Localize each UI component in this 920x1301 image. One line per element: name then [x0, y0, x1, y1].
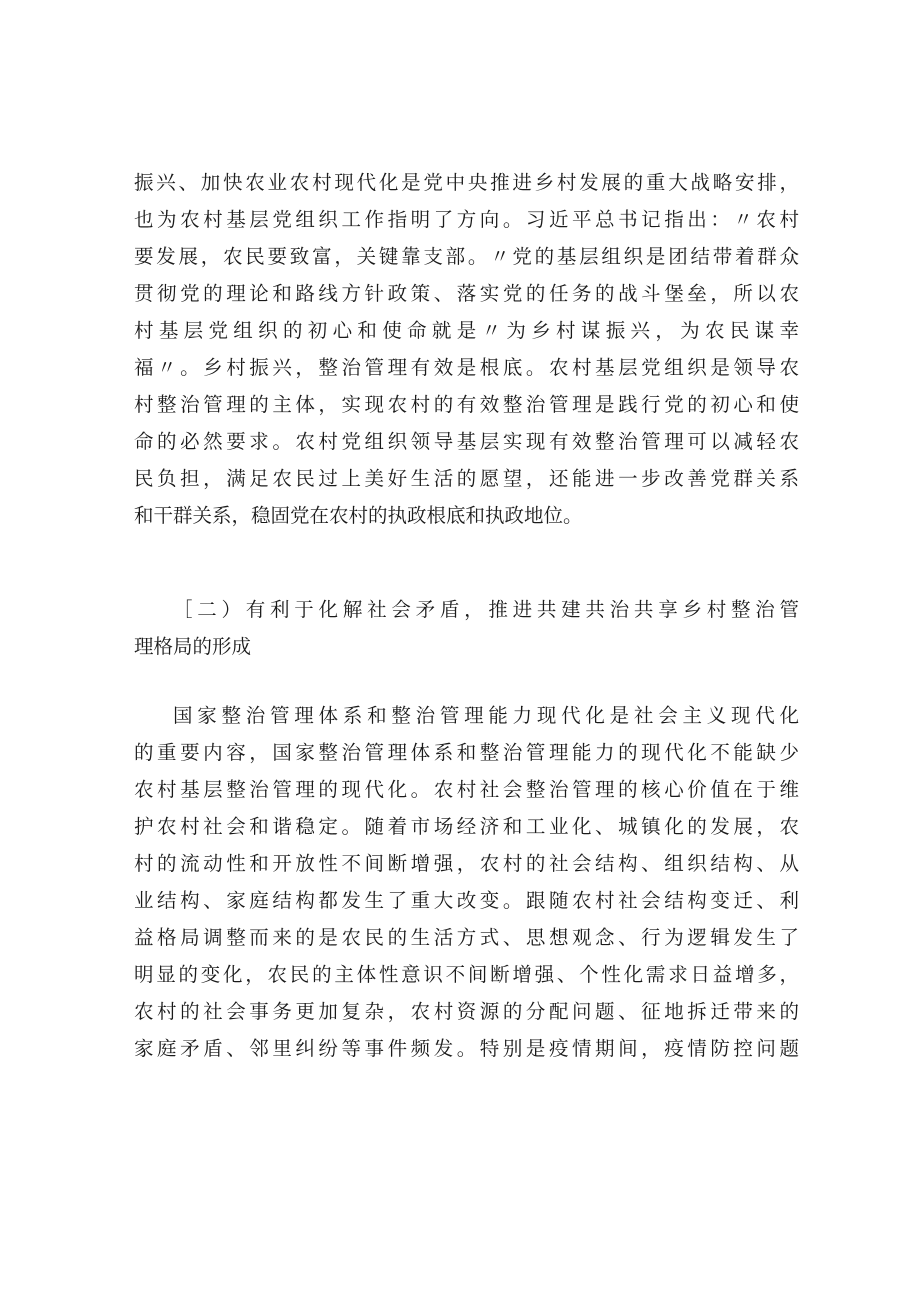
text-line: 农村的社会事务更加复杂，农村资源的分配问题、征地拆迁带来的 — [134, 1000, 799, 1023]
text-line: 民负担，满足农民过上美好生活的愿望，还能进一步改善党群关系 — [134, 467, 799, 490]
text-line: 福〃。乡村振兴，整治管理有效是根底。农村基层党组织是领导农 — [134, 356, 799, 379]
text-line: 也为农村基层党组织工作指明了方向。习近平总书记指出：〃农村 — [134, 208, 799, 231]
paragraph-governance-modernization — [134, 697, 799, 1067]
text-line: 家庭矛盾、邻里纠纷等事件频发。特别是疫情期间，疫情防控问题 — [134, 1037, 799, 1060]
text-line: 命的必然要求。农村党组织领导基层实现有效整治管理可以减轻农 — [134, 430, 799, 453]
text-line: 农村基层整治管理的现代化。农村社会整治管理的核心价值在于维 — [134, 778, 799, 801]
text-line: 要发展，农民要致富，关键靠支部。〃党的基层组织是团结带着群众 — [134, 245, 799, 268]
text-line: 村整治管理的主体，实现农村的有效整治管理是践行党的初心和使 — [134, 393, 799, 416]
text-line: 贯彻党的理论和路线方针政策、落实党的任务的战斗堡垒，所以农 — [134, 282, 799, 305]
text-line: 振兴、加快农业农村现代化是党中央推进乡村发展的重大战略安排， — [134, 171, 799, 194]
text-line: 明显的变化，农民的主体性意识不间断增强、个性化需求日益增多， — [134, 963, 799, 986]
text-line: 的重要内容，国家整治管理体系和整治管理能力的现代化不能缺少 — [134, 741, 799, 764]
heading-line: ［二）有利于化解社会矛盾，推进共建共治共享乡村整治管 — [173, 598, 799, 621]
text-line: 村基层党组织的初心和使命就是〃为乡村谋振兴，为农民谋幸 — [134, 319, 799, 342]
section-heading — [134, 591, 799, 665]
text-line: 益格局调整而来的是农民的生活方式、思想观念、行为逻辑发生了 — [134, 926, 799, 949]
heading-line: 理格局的形成 — [134, 635, 252, 658]
text-line: 国家整治管理体系和整治管理能力现代化是社会主义现代化 — [173, 704, 799, 727]
paragraph-rural-revitalization — [134, 164, 799, 534]
text-line: 护农村社会和谐稳定。随着市场经济和工业化、城镇化的发展，农 — [134, 815, 799, 838]
text-line: 业结构、家庭结构都发生了重大改变。跟随农村社会结构变迁、利 — [134, 889, 799, 912]
text-line: 村的流动性和开放性不间断增强，农村的社会结构、组织结构、从 — [134, 852, 799, 875]
text-line: 和干群关系，稳固党在农村的执政根底和执政地位。 — [134, 504, 583, 527]
